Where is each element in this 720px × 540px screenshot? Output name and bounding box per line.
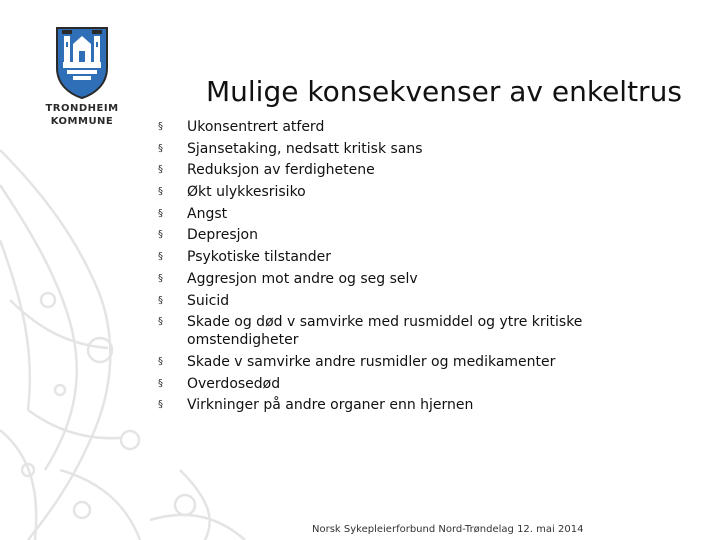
bullet-text: Angst	[187, 205, 228, 222]
bullet-marker-icon: §	[158, 272, 163, 284]
bullet-marker-icon: §	[158, 229, 163, 241]
bullet-text: Suicid	[187, 292, 230, 309]
list-item	[158, 396, 658, 414]
footer-text: Norsk Sykepleierforbund Nord-Trøndelag 12. mai 2014	[312, 524, 584, 535]
bullet-text: Skade og død v samvirke med rusmiddel og ytre kritiske omstendigheter	[187, 314, 583, 349]
list-item	[158, 205, 658, 223]
list-item	[158, 248, 658, 266]
list-item	[158, 292, 658, 310]
bullet-text: Skade v samvirke andre rusmidler og medikamenter	[187, 353, 556, 370]
list-item	[158, 375, 658, 393]
bullet-text: Psykotiske tilstander	[187, 249, 332, 266]
bullet-text: Depresjon	[187, 227, 258, 244]
trondheim-kommune-logo	[40, 24, 124, 134]
bullet-marker-icon: §	[158, 121, 163, 132]
bullet-text: Overdosedød	[187, 375, 281, 392]
bullet-marker-icon: §	[158, 251, 163, 263]
bullet-marker-icon: §	[158, 377, 163, 389]
bullet-text: Reduksjon av ferdighetene	[187, 162, 375, 179]
list-item	[158, 118, 658, 136]
bullet-marker-icon: §	[158, 294, 163, 306]
list-item	[158, 140, 658, 158]
list-item	[158, 313, 658, 349]
logo-text	[40, 102, 124, 128]
list-item	[158, 270, 658, 288]
logo-line-2: KOMMUNE	[50, 116, 114, 127]
list-item	[158, 353, 658, 371]
bullet-marker-icon: §	[158, 355, 163, 367]
bullet-list	[158, 118, 658, 418]
bullet-text: Ukonsentrert atferd	[187, 119, 325, 135]
bullet-marker-icon: §	[158, 399, 163, 411]
list-item	[158, 183, 658, 201]
trondheim-coat-of-arms-icon	[53, 24, 111, 100]
bullet-marker-icon: §	[158, 164, 163, 176]
bullet-text: Sjansetaking, nedsatt kritisk sans	[187, 140, 423, 157]
logo-line-1: TRONDHEIM	[45, 103, 119, 114]
slide-title: Mulige konsekvenser av enkeltrus	[206, 75, 682, 108]
bullet-text: Virkninger på andre organer enn hjernen	[187, 397, 474, 414]
bullet-text: Aggresjon mot andre og seg selv	[187, 270, 418, 287]
bullet-text: Økt ulykkesrisiko	[187, 184, 306, 201]
bullet-marker-icon: §	[158, 186, 163, 198]
list-item	[158, 161, 658, 179]
bullet-marker-icon: §	[158, 142, 163, 154]
bullet-marker-icon: §	[158, 207, 163, 219]
bullet-marker-icon: §	[158, 316, 163, 328]
list-item	[158, 226, 658, 244]
